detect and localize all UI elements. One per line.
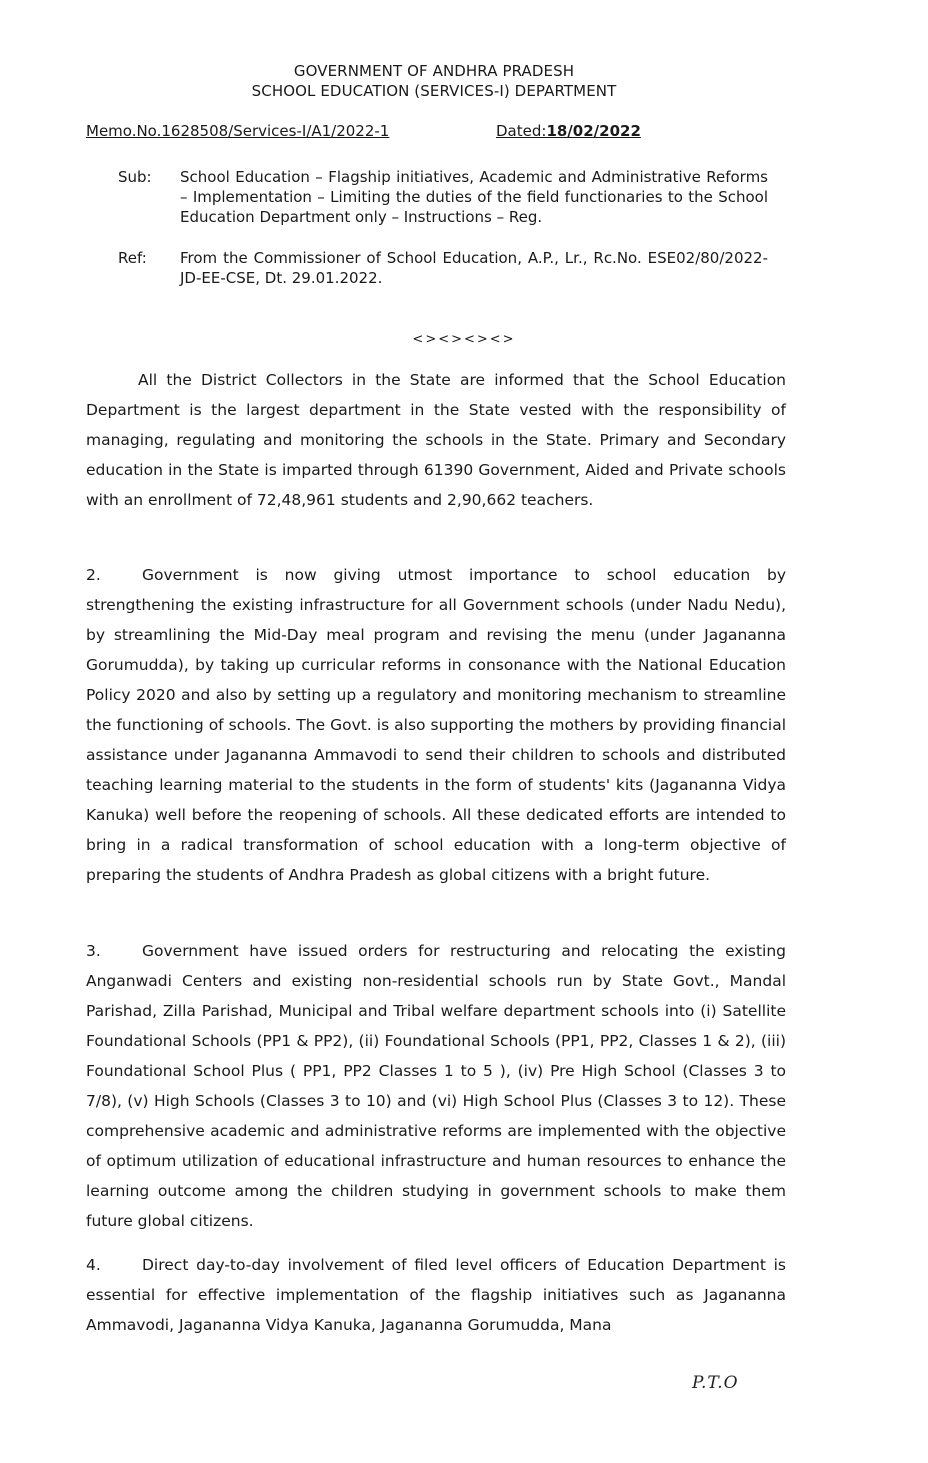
reference-text: From the Commissioner of School Education, A.P., Lr., Rc.No. ESE02/80/2022-JD-EE-CSE, Dt. 29.01.2022.	[180, 249, 768, 287]
paragraph-2-number: 2.	[86, 566, 101, 584]
paragraph-3-number: 3.	[86, 942, 101, 960]
department-header-line2: SCHOOL EDUCATION (SERVICES-I) DEPARTMENT	[251, 82, 617, 100]
memo-date-value: 18/02/2022	[546, 122, 641, 140]
subject-label: Sub:	[118, 168, 152, 186]
section-separator: <><><><>	[412, 332, 516, 347]
memo-date	[496, 122, 641, 140]
paragraph-2-text: Government is now giving utmost importance to school education by strengthening the existing infrastructure for all Government schools (under Nadu Nedu), by streamlining the Mid-Day meal program and revising the menu (under Jagananna Gorumudda), by taking up curricular reforms in consonance with the National Education Policy 2020 and also by setting up a regulatory and monitoring mechanism to streamline the functioning of schools. The Govt. is also supporting the mothers by providing financial assistance under Jagananna Ammavodi to send their children to schools and distributed teaching learning material to the students in the form of students' kits (Jagananna Vidya Kanuka) well before the reopening of schools. All these dedicated efforts are intended to bring in a radical transformation of school education with a long-term objective of preparing the students of Andhra Pradesh as global citizens with a bright future.	[86, 566, 786, 884]
reference-block	[118, 248, 768, 288]
paragraph-3-text: Government have issued orders for restructuring and relocating the existing Anganwadi Centers and existing non-residential schools run by State Govt., Mandal Parishad, Zilla Parishad, Municipal and Tribal welfare department schools into (i) Satellite Foundational Schools (PP1 & PP2), (ii) Foundational Schools (PP1, PP2, Classes 1 & 2), (iii) Foundational School Plus ( PP1, PP2 Classes 1 to 5 ), (iv) Pre High School (Classes 3 to 7/8), (v) High Schools (Classes 3 to 10) and (vi) High School Plus (Classes 3 to 12). These comprehensive academic and administrative reforms are implemented with the objective of optimum utilization of educational infrastructure and human resources to enhance the learning outcome among the children studying in government schools to make them future global citizens.	[86, 942, 786, 1230]
paragraph-4	[86, 1250, 786, 1340]
paragraph-1	[86, 365, 786, 515]
paragraph-2	[86, 560, 786, 890]
subject-text: School Education – Flagship initiatives, Academic and Administrative Reforms – Implementation – Limiting the duties of the field functionaries to the School Education Department only – Instructions – Reg.	[180, 168, 768, 226]
paragraph-4-text: Direct day-to-day involvement of filed level officers of Education Department is essential for effective implementation of the flagship initiatives such as Jagananna Ammavodi, Jagananna Vidya Kanuka, Jagananna Gorumudda, Mana	[86, 1256, 786, 1334]
reference-label: Ref:	[118, 249, 147, 267]
paragraph-1-text: All the District Collectors in the State are informed that the School Education Department is the largest department in the State vested with the responsibility of managing, regulating and monitoring the schools in the State. Primary and Secondary education in the State is imparted through 61390 Government, Aided and Private schools with an enrollment of 72,48,961 students and 2,90,662 teachers.	[86, 371, 786, 509]
page-turn-over-note: P.T.O	[692, 1373, 739, 1393]
memo-number: Memo.No.1628508/Services-I/A1/2022-1	[86, 122, 390, 140]
paragraph-3	[86, 936, 786, 1236]
memo-date-label: Dated:	[496, 122, 547, 140]
paragraph-4-number: 4.	[86, 1256, 101, 1274]
department-header-line1: GOVERNMENT OF ANDHRA PRADESH	[293, 62, 575, 80]
subject-block	[118, 167, 768, 247]
